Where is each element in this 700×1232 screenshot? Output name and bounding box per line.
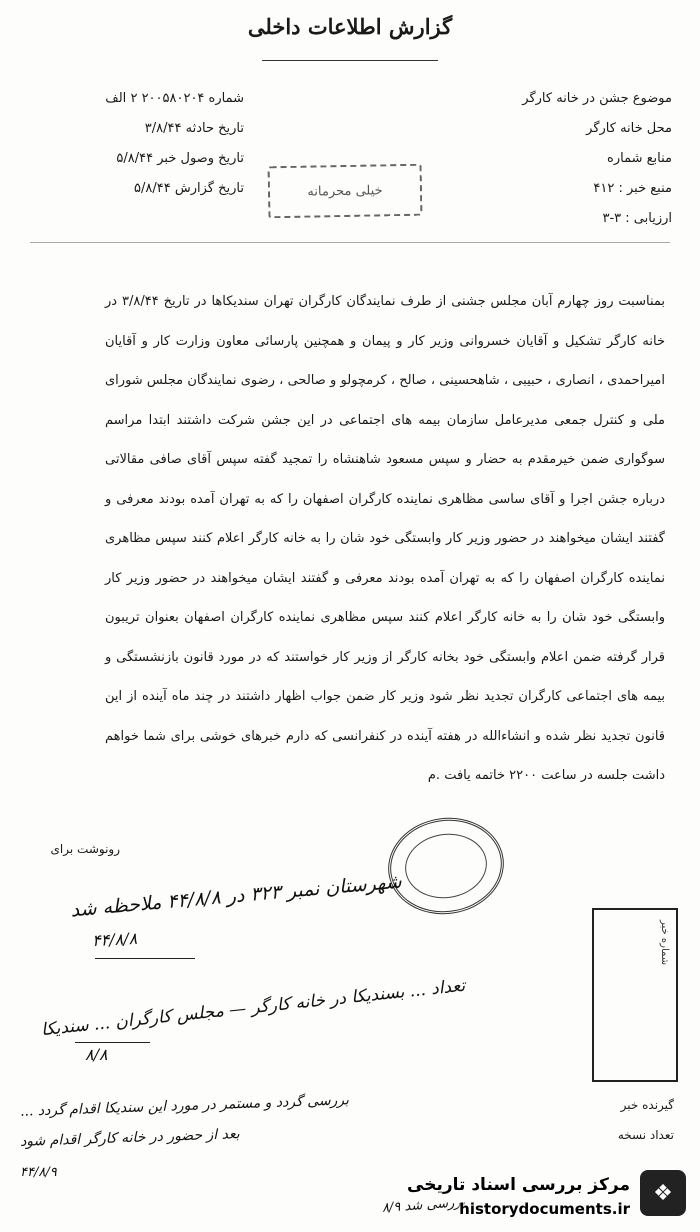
handwritten-note-3: بررسی گردد و مستمر در مورد این سندیکا اقدام گردد ... bbox=[19, 1092, 350, 1120]
copy-to-label: رونوشت برای bbox=[50, 842, 120, 856]
handwritten-note-2: تعداد ... بسندیکا در خانه کارگر — مجلس کارگران ... سندیکا bbox=[40, 975, 467, 1041]
handwritten-underline bbox=[95, 958, 195, 959]
report-body: بمناسبت روز چهارم آبان مجلس جشنی از طرف نمایندگان کارگران تهران سندیکاها در تاریخ ۳/۸/۴۴ در خانه کارگر تشکیل و آقایان خسروانی وزیر کار و پیمان و همچنین پارسائی معاون وزارت کار و آقایان امیراحمدی ، انصاری ، حبیبی ، شاهحسینی ، صالح ، کرمچولو و صالحی ، رضوی نمایندگان مجلس شورای ملی و کنترل جمعی مدیرعامل سازمان بیمه های اجتماعی در این جشن شرکت داشتند ابتدا مراسم سوگواری ضمن خیرمقدم به حضار و سپس مسعود شاهنشاه را تمجید گفته سپس آقای صافی مقالاتی درباره جشن اجرا و آقای ساسی مظاهری نماینده کارگران اصفهان را که به تهران آمده بودند معرفی و گفتند ایشان میخواهند در حضور وزیر کار وابستگی خود شان را به خانه کارگر اعلام کنند سپس مظاهری نماینده کارگران اصفهان را که به تهران آمده بودند معرفی و گفتند ایشان میخواهند در حضور وزیر کار وابستگی خود شان را به خانه کارگر اعلام کنند سپس مظاهری نماینده کارگران اصفهان بعنوان تریبون قرار گرفته ضمن اعلام وابستگی خود بخانه کارگر از وزیر کار خواستند که در مورد قانون بازنشستگی و بیمه های اجتماعی کارگران تجدید نظر شود وزیر کار ضمن جواب اظهار داشتند در چند ماه آینده از این قانون تجدید نظر شده و انشاءالله در هفته آینده در کنفرانسی که دارم خبرهای خوشی برای شما خواهم داشت جلسه در ساعت ۲۲۰۰ خاتمه یافت .م bbox=[105, 294, 666, 783]
handwritten-date-2: ۸/۸ bbox=[85, 1045, 108, 1064]
side-table bbox=[592, 1090, 674, 1150]
meta-source-number: منابع شماره bbox=[607, 151, 672, 166]
watermark-logo-icon: ❖ bbox=[640, 1170, 686, 1216]
meta-location: محل خانه کارگر bbox=[586, 121, 672, 136]
seal-inner-ring bbox=[401, 829, 491, 904]
side-stamp-label: شماره خبر bbox=[659, 920, 670, 966]
handwritten-note-1: شهرستان نمبر ۳۲۳ در ۴۴/۸/۸ ملاحظه شد bbox=[69, 870, 403, 922]
header-divider bbox=[30, 242, 670, 243]
watermark-text: مرکز بررسی اسناد تاریخی bbox=[407, 1175, 630, 1195]
meta-evaluation: ارزیابی : ۳-۳ bbox=[602, 211, 672, 226]
meta-report-date: تاریخ گزارش ۵/۸/۴۴ bbox=[134, 181, 244, 196]
official-seal bbox=[382, 810, 510, 921]
handwritten-date-3: ۴۴/۸/۹ bbox=[20, 1165, 57, 1180]
document-title: گزارش اطلاعات داخلی bbox=[247, 14, 453, 39]
meta-subject: موضوع جشن در خانه کارگر bbox=[522, 91, 672, 106]
meta-received-date: تاریخ وصول خبر ۵/۸/۴۴ bbox=[116, 151, 244, 166]
watermark-url: historydocuments.ir bbox=[459, 1200, 630, 1218]
meta-right-block bbox=[522, 90, 672, 240]
classification-stamp: خیلی محرمانه bbox=[268, 164, 423, 219]
meta-incident-date: تاریخ حادثه ۳/۸/۴۴ bbox=[144, 121, 244, 136]
handwritten-underline bbox=[75, 1042, 150, 1043]
handwritten-date-1: ۴۴/۸/۸ bbox=[91, 928, 138, 951]
side-row-copies: تعداد نسخه bbox=[617, 1128, 674, 1142]
meta-left-block bbox=[105, 90, 244, 210]
meta-number: شماره ۲۰۰۵۸۰۲۰۴ ۲ الف bbox=[105, 91, 244, 106]
meta-source: منبع خبر : ۴۱۲ bbox=[593, 181, 672, 196]
title-underline bbox=[262, 60, 438, 61]
handwritten-note-4: بررسی شد ۸/۹ bbox=[381, 1195, 466, 1216]
side-row-recipient: گیرنده خبر bbox=[620, 1098, 674, 1112]
handwritten-note-3b: بعد از حضور در خانه کارگر اقدام شود bbox=[19, 1126, 240, 1150]
